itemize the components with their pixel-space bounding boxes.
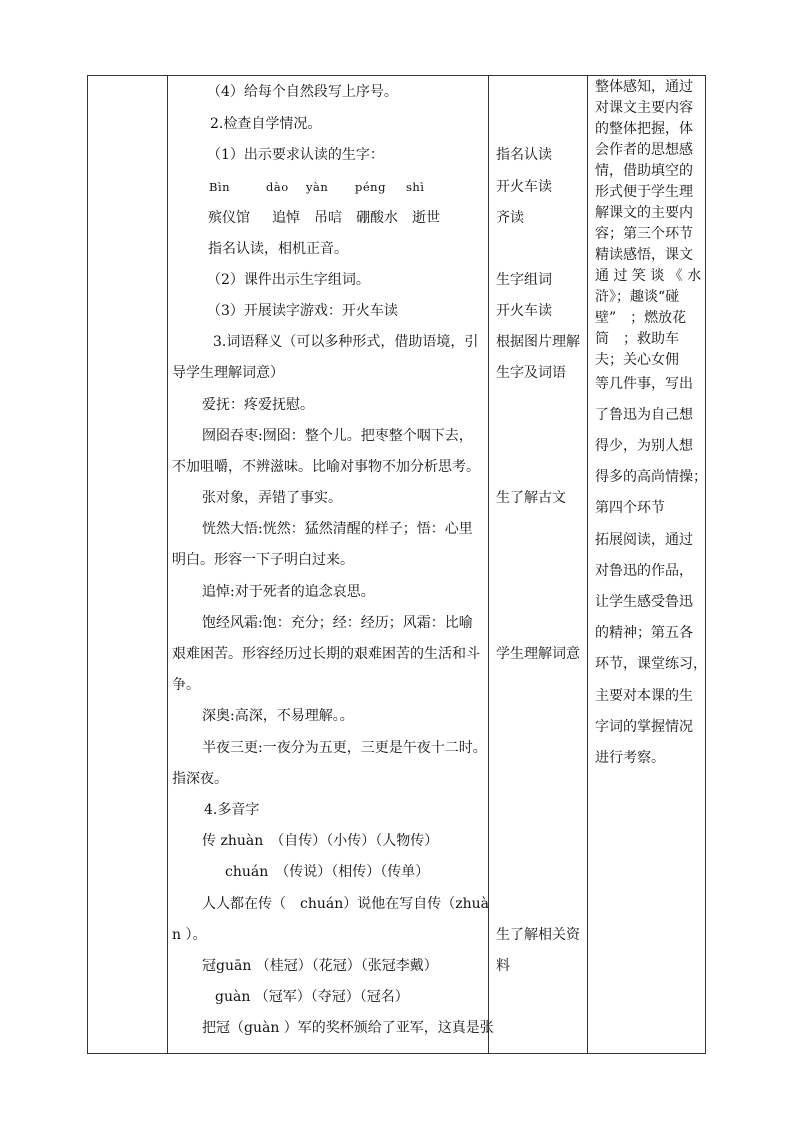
pinyin-text: yàn [306,180,329,194]
intent-line: 进行考察。 [595,750,665,766]
intent-line: 容；第三个环节 [595,226,693,242]
intent-line: 筒 ；救助车 [595,331,679,347]
pinyin-text: Bìn [209,180,231,194]
text-line: 导学生理解词意） [172,365,284,381]
intent-line: 环节，课堂练习， [595,656,707,672]
text-line: 不加咀嚼，不辨滋味。比喻对事物不加分析思考。 [172,459,480,475]
intent-line: 字词的掌握情况 [595,719,693,735]
intent-line: 等几件事，写出 [595,376,693,392]
intent-line: 通 过 笑 谈 《 水 [595,268,702,284]
lesson-plan-table [87,75,706,1054]
vocab-word: 殡仪馆 [208,210,250,226]
text-line: 艰难困苦。形容经历过长期的艰难困苦的生活和斗 [172,646,480,662]
student-activity-cell [489,76,587,1053]
pinyin-text: dào [266,180,289,194]
activity-line: 生字组词 [496,272,552,288]
text-line: 囫囵吞枣:囫囵：整个儿。把枣整个咽下去， [202,428,473,444]
intent-line: 让学生感受鲁迅 [595,594,693,610]
vocab-word: 吊唁 [314,210,342,226]
text-line: 指名认读，相机正音。 [208,241,348,257]
intent-line: 拓展阅读，通过 [595,532,693,548]
text-line: （4）给每个自然段写上序号。 [207,84,398,100]
text-line: 恍然大悟:恍然：猛然清醒的样子；悟：心里 [202,521,473,537]
intent-line: 壁” ；燃放花 [595,310,687,326]
activity-line: 开火车读 [496,303,552,319]
intent-line: 得多的高尚情操； [595,469,707,485]
intent-line: 形式便于学生理 [595,184,693,200]
intent-line: 解课文的主要内 [595,205,693,221]
text-line: 把冠（guàn ）军的奖杯颁给了亚军，这真是张 [202,1020,494,1036]
teaching-process-cell [168,76,494,1053]
vocab-word: 硼酸水 [356,210,398,226]
text-line: 传 zhuàn （自传）（小传）（人物传） [202,833,439,849]
intent-line: 的精神；第五各 [595,625,693,641]
activity-line: 指名认读 [496,147,552,163]
activity-line: 齐读 [496,210,524,226]
intent-line: 了鲁迅为自己想 [595,407,693,423]
text-line: n ）。 [172,927,207,943]
intent-line: 浒》；趣谈“碰 [595,289,680,305]
intent-line: 情，借助填空的 [595,163,693,179]
intent-line: 第四个环节 [595,500,665,516]
text-line: 指深夜。 [172,771,228,787]
text-line: （2）课件出示生字组词。 [207,272,370,288]
vocab-word: 逝世 [412,210,440,226]
text-line: （3）开展读字游戏：开火车读 [207,303,398,319]
vocab-word: 追悼 [272,210,300,226]
activity-line: 根据图片理解 [496,334,580,350]
intent-line: 得少，为别人想 [595,438,693,454]
pinyin-text: péng [355,180,386,194]
text-line: 饱经风霜:饱：充分；经：经历；风霜：比喻 [202,615,473,631]
intent-line: 夫；关心女佣 [595,352,679,368]
text-line: 冠guān （桂冠）（花冠）（张冠李戴） [202,958,438,974]
activity-line: 生字及词语 [496,365,566,381]
text-line: 人人都在传（ chuán）说他在写自传（zhuà [202,896,489,912]
text-line: 张对象，弄错了事实。 [202,490,342,506]
blank-column-cell [88,76,167,1053]
intent-line: 的整体把握，体 [595,121,693,137]
text-line: 明白。形容一下子明白过来。 [172,552,354,568]
activity-line: 学生理解词意 [496,646,580,662]
intent-line: 对课文主要内容 [595,100,693,116]
text-line: 追悼:对于死者的追念哀思。 [202,584,375,600]
text-line: 深奥:高深，不易理解。。 [202,708,354,724]
intent-line: 会作者的思想感 [595,142,693,158]
text-line: chuán （传说）（相传）（传单） [225,864,430,880]
activity-line: 生了解相关资 [496,927,580,943]
pinyin-text: shì [406,180,425,194]
text-line: 2.检查自学情况。 [210,116,322,132]
activity-line: 开火车读 [496,179,552,195]
design-intent-cell [588,76,706,1053]
intent-line: 精读感悟，课文 [595,247,693,263]
text-line: 爱抚：疼爱抚慰。 [202,397,314,413]
text-line: guàn （冠军）（夺冠）（冠名） [215,989,409,1005]
intent-line: 对鲁迅的作品， [595,563,693,579]
activity-line: 料 [496,958,510,974]
text-line: 4.多音字 [204,802,260,818]
text-line: 3.词语释义（可以多种形式，借助语境，引 [213,334,479,350]
text-line: 争。 [172,677,200,693]
intent-line: 整体感知，通过 [595,79,693,95]
text-line: （1）出示要求认读的生字： [207,147,384,163]
intent-line: 主要对本课的生 [595,688,693,704]
text-line: 半夜三更:一夜分为五更，三更是午夜十二时。 [202,740,487,756]
activity-line: 生了解古文 [496,490,566,506]
